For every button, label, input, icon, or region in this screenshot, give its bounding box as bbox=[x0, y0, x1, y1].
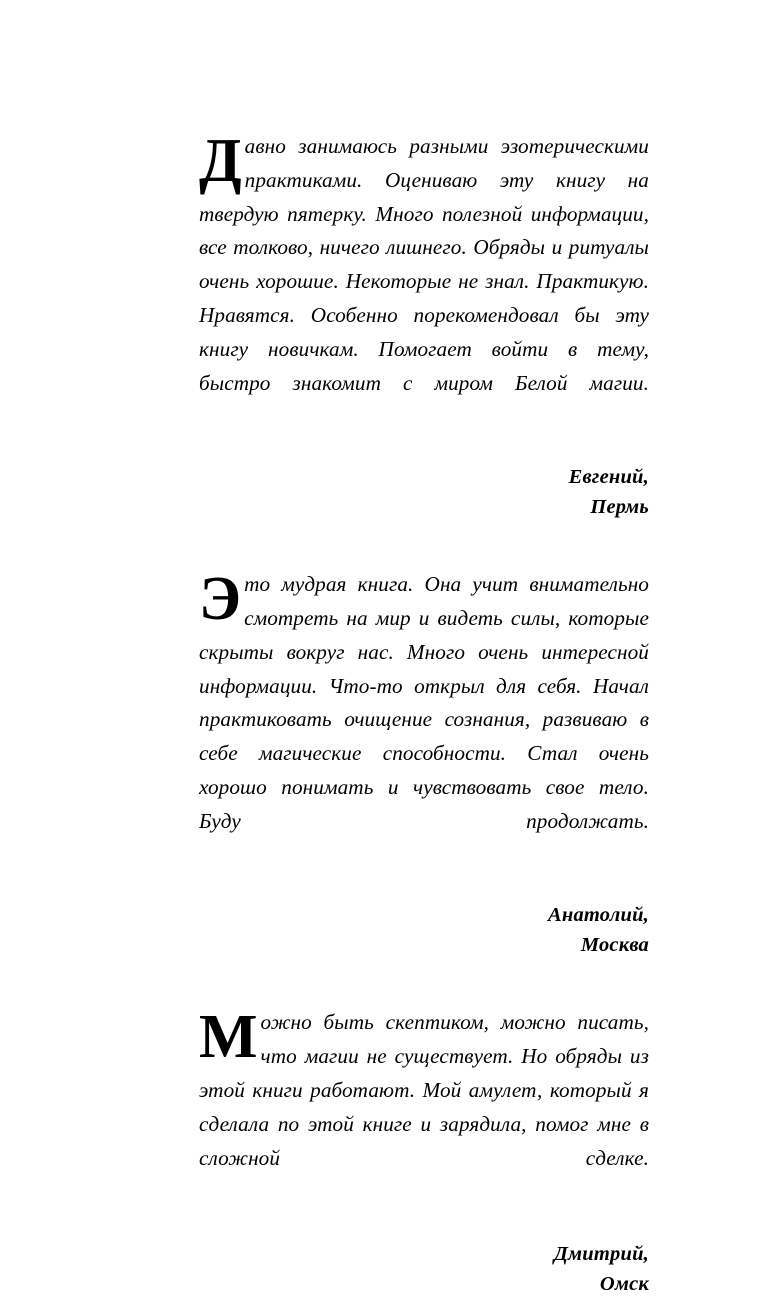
testimonial-signature bbox=[199, 900, 649, 960]
signature-city: Омск bbox=[599, 1273, 649, 1296]
drop-cap-letter: Д bbox=[199, 127, 242, 195]
testimonial-block bbox=[199, 127, 649, 522]
signature-name: Дмитрий, bbox=[553, 1243, 649, 1266]
drop-cap-letter: М bbox=[199, 1003, 258, 1072]
signature-name: Евгений, bbox=[568, 466, 649, 489]
testimonial-body-text: ожно быть скептиком, можно писать, что магии не существует. Но обряды из этой книги работают. Мой амулет, который я сделала по этой книге и зарядила, помог мне в сложной сделке. bbox=[199, 1010, 649, 1170]
testimonial-block bbox=[199, 1003, 649, 1299]
testimonial-signature bbox=[199, 462, 649, 522]
testimonial-body-text: авно занимаюсь разными эзотерическими практиками. Оцениваю эту книгу на твердую пятерку. Много полезной информации, все толково, ничего лишнего. Обряды и ритуалы очень хорошие. Некоторые не знал. Практикую. Нравятся. Особенно порекомендовал бы эту книгу новичкам. Помогает войти в тему, быстро знакомит с миром Белой магии. bbox=[199, 134, 649, 395]
testimonial-signature bbox=[199, 1239, 649, 1299]
testimonial-body-text: то мудрая книга. Она учит внимательно смотреть на мир и видеть силы, которые скрыты вокруг нас. Много очень интересной информации. Что-то открыл для себя. Начал практиковать очищение сознания, развиваю в себе магические способности. Стал очень хорошо понимать и чувствовать свое тело. Буду продолжать. bbox=[199, 572, 649, 833]
testimonial-block bbox=[199, 565, 649, 960]
testimonials-column bbox=[199, 127, 649, 1299]
testimonial-text bbox=[199, 565, 649, 872]
signature-city: Москва bbox=[580, 934, 649, 957]
drop-cap-letter: Э bbox=[199, 565, 242, 634]
signature-city: Пермь bbox=[590, 496, 649, 519]
testimonial-text bbox=[199, 1003, 649, 1209]
signature-name: Анатолий, bbox=[548, 904, 649, 927]
testimonial-text bbox=[199, 127, 649, 434]
